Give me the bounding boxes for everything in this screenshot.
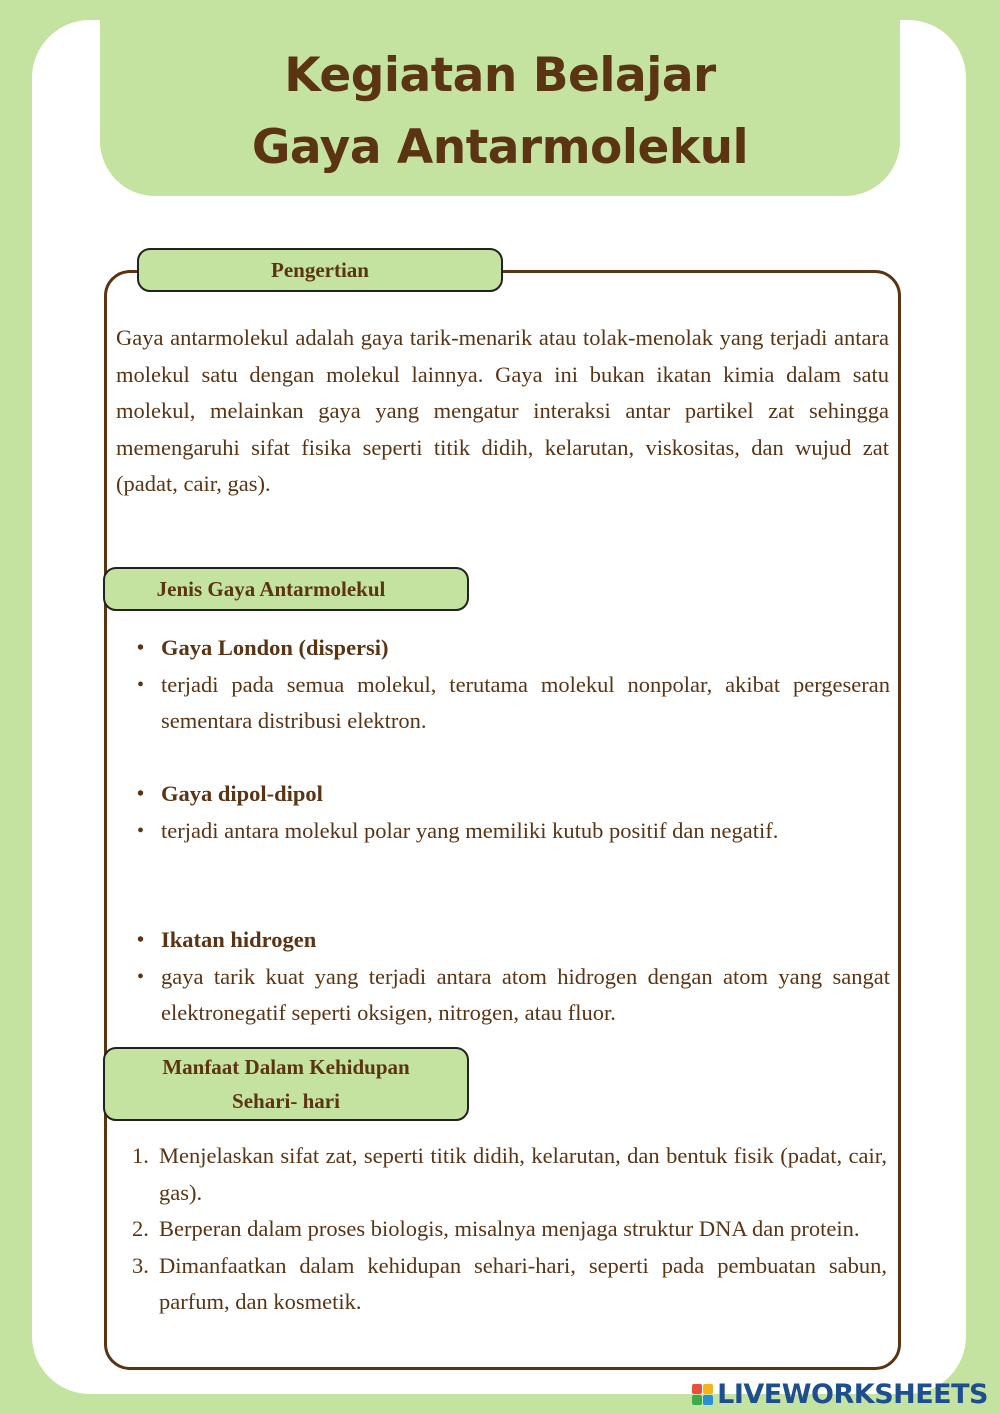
jenis-item-hidrogen: [135, 922, 890, 1032]
watermark-text: LIVEWORKSHEETS: [717, 1378, 988, 1410]
logo-square: [703, 1395, 713, 1405]
section-label-pengertian: Pengertian: [137, 248, 503, 292]
page-title-line-1: Kegiatan Belajar: [284, 48, 716, 103]
pengertian-paragraph: Gaya antarmolekul adalah gaya tarik-menarik atau tolak-menolak yang terjadi antara molekul satu dengan molekul lainnya. Gaya ini bukan ikatan kimia dalam satu molekul, melainkan gaya yang mengatur interaksi antar partikel zat sehingga memengaruhi sifat fisika seperti titik didih, kelarutan, viskositas, dan wujud zat (padat, cair, gas).: [116, 325, 889, 496]
list-item-number: 3.: [132, 1252, 149, 1278]
logo-square: [692, 1395, 702, 1405]
list-item: [132, 1138, 887, 1211]
liveworksheets-watermark[interactable]: [692, 1376, 988, 1412]
manfaat-label-line-1: Manfaat Dalam Kehidupan: [162, 1055, 410, 1079]
section-label-manfaat: [103, 1047, 469, 1121]
jenis-item-name: • Gaya dipol-dipol: [135, 776, 890, 813]
list-item: [132, 1248, 887, 1321]
jenis-item-desc: • gaya tarik kuat yang terjadi antara atom hidrogen dengan atom yang sangat elektronegatif seperti oksigen, nitrogen, atau fluor.: [135, 959, 890, 1032]
list-item-number: 2.: [132, 1216, 149, 1241]
list-item: [132, 1211, 887, 1248]
list-item-number: 1.: [132, 1143, 149, 1168]
jenis-item-name: • Gaya London (dispersi): [135, 630, 890, 667]
jenis-item-dipol: [135, 776, 890, 849]
title-banner: [100, 0, 900, 196]
page-title-line-2: Gaya Antarmolekul: [251, 120, 749, 175]
liveworksheets-logo-icon: [692, 1384, 713, 1405]
logo-square: [692, 1384, 702, 1394]
manfaat-label-line-2: Sehari- hari: [232, 1089, 340, 1113]
list-item-text: Berperan dalam proses biologis, misalnya menjaga struktur DNA dan protein.: [159, 1216, 860, 1241]
logo-square: [703, 1384, 713, 1394]
jenis-item-desc: • terjadi antara molekul polar yang memiliki kutub positif dan negatif.: [135, 813, 890, 850]
list-item-text: Menjelaskan sifat zat, seperti titik didih, kelarutan, dan bentuk fisik (padat, cair, gas).: [159, 1143, 887, 1205]
jenis-item-name: • Ikatan hidrogen: [135, 922, 890, 959]
jenis-item-desc: • terjadi pada semua molekul, terutama molekul nonpolar, akibat pergeseran sementara distribusi elektron.: [135, 667, 890, 740]
manfaat-list: [132, 1138, 887, 1321]
jenis-item-london: [135, 630, 890, 740]
list-item-text: Dimanfaatkan dalam kehidupan sehari-hari, seperti pada pembuatan sabun, parfum, dan kosmetik.: [159, 1252, 887, 1314]
section-label-jenis: Jenis Gaya Antarmolekul: [103, 567, 469, 611]
